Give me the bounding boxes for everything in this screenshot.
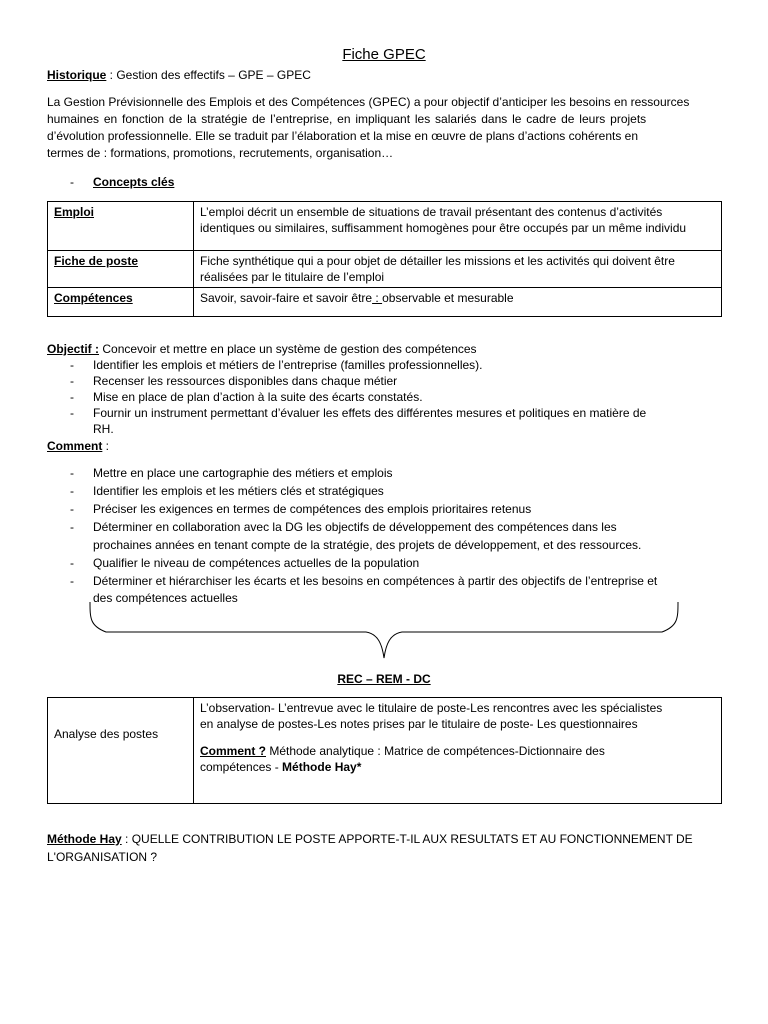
list-item: Fournir un instrument permettant d’évaluer les effets des différentes mesures et politiques en matière de: [93, 406, 647, 420]
page-title: Fiche GPEC: [342, 46, 426, 63]
concepts-heading: Concepts clés: [93, 175, 175, 189]
historique-label: Historique: [47, 68, 107, 82]
analyse-line-4b: Méthode Hay*: [282, 760, 362, 774]
historique-line: [47, 68, 311, 82]
comment-suffix: :: [102, 439, 110, 453]
concepts-bullet: -: [70, 175, 74, 189]
list-item-continuation: RH.: [93, 422, 114, 436]
list-item-continuation: prochaines années en tenant compte de la stratégie, des projets de développement, et des ressources.: [93, 538, 642, 552]
list-item: Mise en place de plan d’action à la suite des écarts constatés.: [93, 390, 423, 404]
analyse-content-cell: [194, 698, 722, 804]
bullet-dash: -: [70, 502, 74, 516]
hay-text: : QUELLE CONTRIBUTION LE POSTE APPORTE-T-IL AUX RESULTATS ET AU FONCTIONNEMENT DE: [121, 832, 693, 846]
term-fiche-de-poste: Fiche de poste: [54, 254, 139, 268]
list-item: Déterminer en collaboration avec la DG les objectifs de développement des compétences dans les: [93, 520, 617, 534]
objectif-text: Concevoir et mettre en place un système de gestion des compétences: [99, 342, 477, 356]
hay-label: Méthode Hay: [47, 832, 122, 846]
bullet-dash: -: [70, 484, 74, 498]
bullet-dash: -: [70, 390, 74, 404]
term-emploi: Emploi: [54, 205, 95, 219]
bullet-dash: -: [70, 466, 74, 480]
term-competences: Compétences: [54, 291, 133, 305]
table-row: [48, 251, 722, 288]
bullet-dash: -: [70, 374, 74, 388]
rec-heading: REC – REM - DC: [337, 672, 431, 686]
list-item: Identifier les emplois et les métiers clés et stratégiques: [93, 484, 384, 498]
bullet-dash: -: [70, 358, 74, 372]
comment-label: Comment: [47, 439, 103, 453]
term-cell: [48, 288, 194, 317]
analyse-label: Analyse des postes: [54, 726, 159, 741]
definition-b: :: [372, 291, 383, 305]
analyse-line-3: [200, 743, 715, 759]
table-row: [48, 288, 722, 317]
list-item: Déterminer et hiérarchiser les écarts et les besoins en compétences à partir des objectifs de l’entreprise et: [93, 574, 658, 588]
intro-line-4: termes de : formations, promotions, recrutements, organisation…: [47, 146, 394, 160]
definition-c: observable et mesurable: [382, 291, 514, 305]
list-item: Préciser les exigences en termes de compétences des emplois prioritaires retenus: [93, 502, 532, 516]
table-row: [48, 698, 722, 804]
hay-line-2: L'ORGANISATION ?: [47, 850, 158, 864]
table-row: [48, 202, 722, 251]
list-item: Mettre en place une cartographie des métiers et emplois: [93, 466, 393, 480]
list-item-continuation: des compétences actuelles: [93, 591, 238, 605]
historique-text: : Gestion des effectifs – GPE – GPEC: [106, 68, 311, 82]
bullet-dash: -: [70, 520, 74, 534]
intro-line-1: La Gestion Prévisionnelle des Emplois et des Compétences (GPEC) a pour objectif d’anticiper les besoins en ressources: [47, 95, 690, 109]
objectif-line: [47, 342, 477, 356]
analyse-table: [47, 697, 722, 804]
list-item: Qualifier le niveau de compétences actuelles de la population: [93, 556, 420, 570]
comment-line: [47, 439, 109, 453]
definition-a: Savoir, savoir-faire et savoir être: [200, 291, 373, 305]
list-item: Recenser les ressources disponibles dans chaque métier: [93, 374, 398, 388]
concepts-table: [47, 201, 722, 317]
analyse-line-4a: compétences -: [200, 760, 283, 774]
term-cell: [48, 251, 194, 288]
analyse-comment-label: Comment ?: [200, 744, 266, 758]
intro-line-2: humaines en fonction de la stratégie de l’entreprise, en impliquant les salariés dans le cadre de leurs projets: [47, 112, 647, 126]
bullet-dash: -: [70, 556, 74, 570]
term-cell: [48, 202, 194, 251]
hay-line-1: [47, 832, 693, 846]
intro-line-3: d’évolution professionnelle. Elle se traduit par l’élaboration et la mise en œuvre de plans d’actions cohérents en: [47, 129, 639, 143]
definition-cell: Fiche synthétique qui a pour objet de détailler les missions et les activités qui doivent être réalisées par le titulaire de l’emploi: [194, 251, 722, 288]
bullet-dash: -: [70, 574, 74, 588]
curly-brace-icon: [86, 600, 684, 662]
list-item: Identifier les emplois et métiers de l’entreprise (familles professionnelles).: [93, 358, 483, 372]
analyse-line-4: [200, 759, 715, 775]
analyse-line-2: en analyse de postes-Les notes prises par le titulaire de poste- Les questionnaires: [200, 717, 638, 731]
objectif-label: Objectif :: [47, 342, 100, 356]
analyse-label-cell: [48, 698, 194, 804]
definition-cell: L’emploi décrit un ensemble de situations de travail présentant des contenus d’activités identiques ou similaires, suffisamment homogènes pour être occupés par un même individu: [194, 202, 722, 251]
analyse-line-1: L’observation- L’entrevue avec le titulaire de poste-Les rencontres avec les spécialistes: [200, 701, 663, 715]
definition-cell: [194, 288, 722, 317]
analyse-comment-text: Méthode analytique : Matrice de compétences-Dictionnaire des: [266, 744, 605, 758]
bullet-dash: -: [70, 406, 74, 420]
